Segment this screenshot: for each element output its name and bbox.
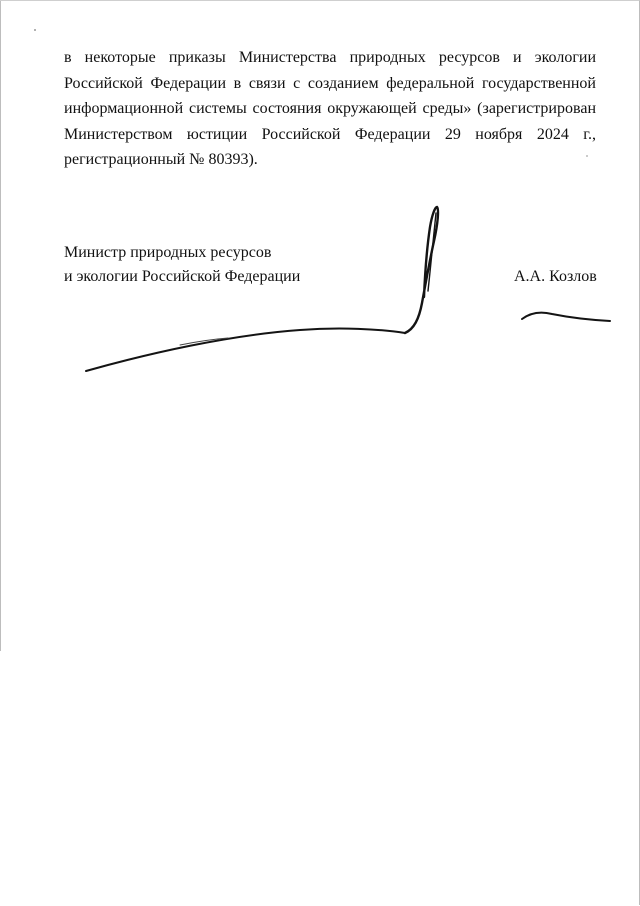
page-edge	[0, 1, 1, 651]
signature-sweep-faint	[180, 338, 228, 345]
scan-speck	[34, 29, 36, 31]
body-line-1: в некоторые приказы Министерства природных ресурсов и экологии	[64, 49, 596, 66]
signatory-position-line-1: Министр природных ресурсов	[64, 244, 272, 261]
signature-loop-inner	[428, 213, 436, 291]
signature-flourish-stroke	[522, 313, 610, 321]
body-line-2: Российской Федерации в связи с созданием федеральной государственной	[64, 74, 596, 92]
body-line-3: информационной системы состояния окружающей среды» (зарегистрирован	[64, 100, 596, 117]
document-body-text	[64, 45, 596, 173]
scan-speck	[586, 155, 588, 157]
signature-sweep-stroke	[86, 329, 405, 371]
body-line-4: Министерством юстиции Российской Федерации 29 ноября 2024 г.,	[64, 125, 596, 143]
signatory-name: А.А. Козлов	[514, 268, 597, 285]
signatory-position-line-2: и экологии Российской Федерации	[64, 268, 301, 285]
body-line-5: регистрационный № 80393).	[64, 151, 258, 168]
signature-loop-stroke	[405, 207, 438, 333]
signatory-position	[64, 241, 300, 289]
